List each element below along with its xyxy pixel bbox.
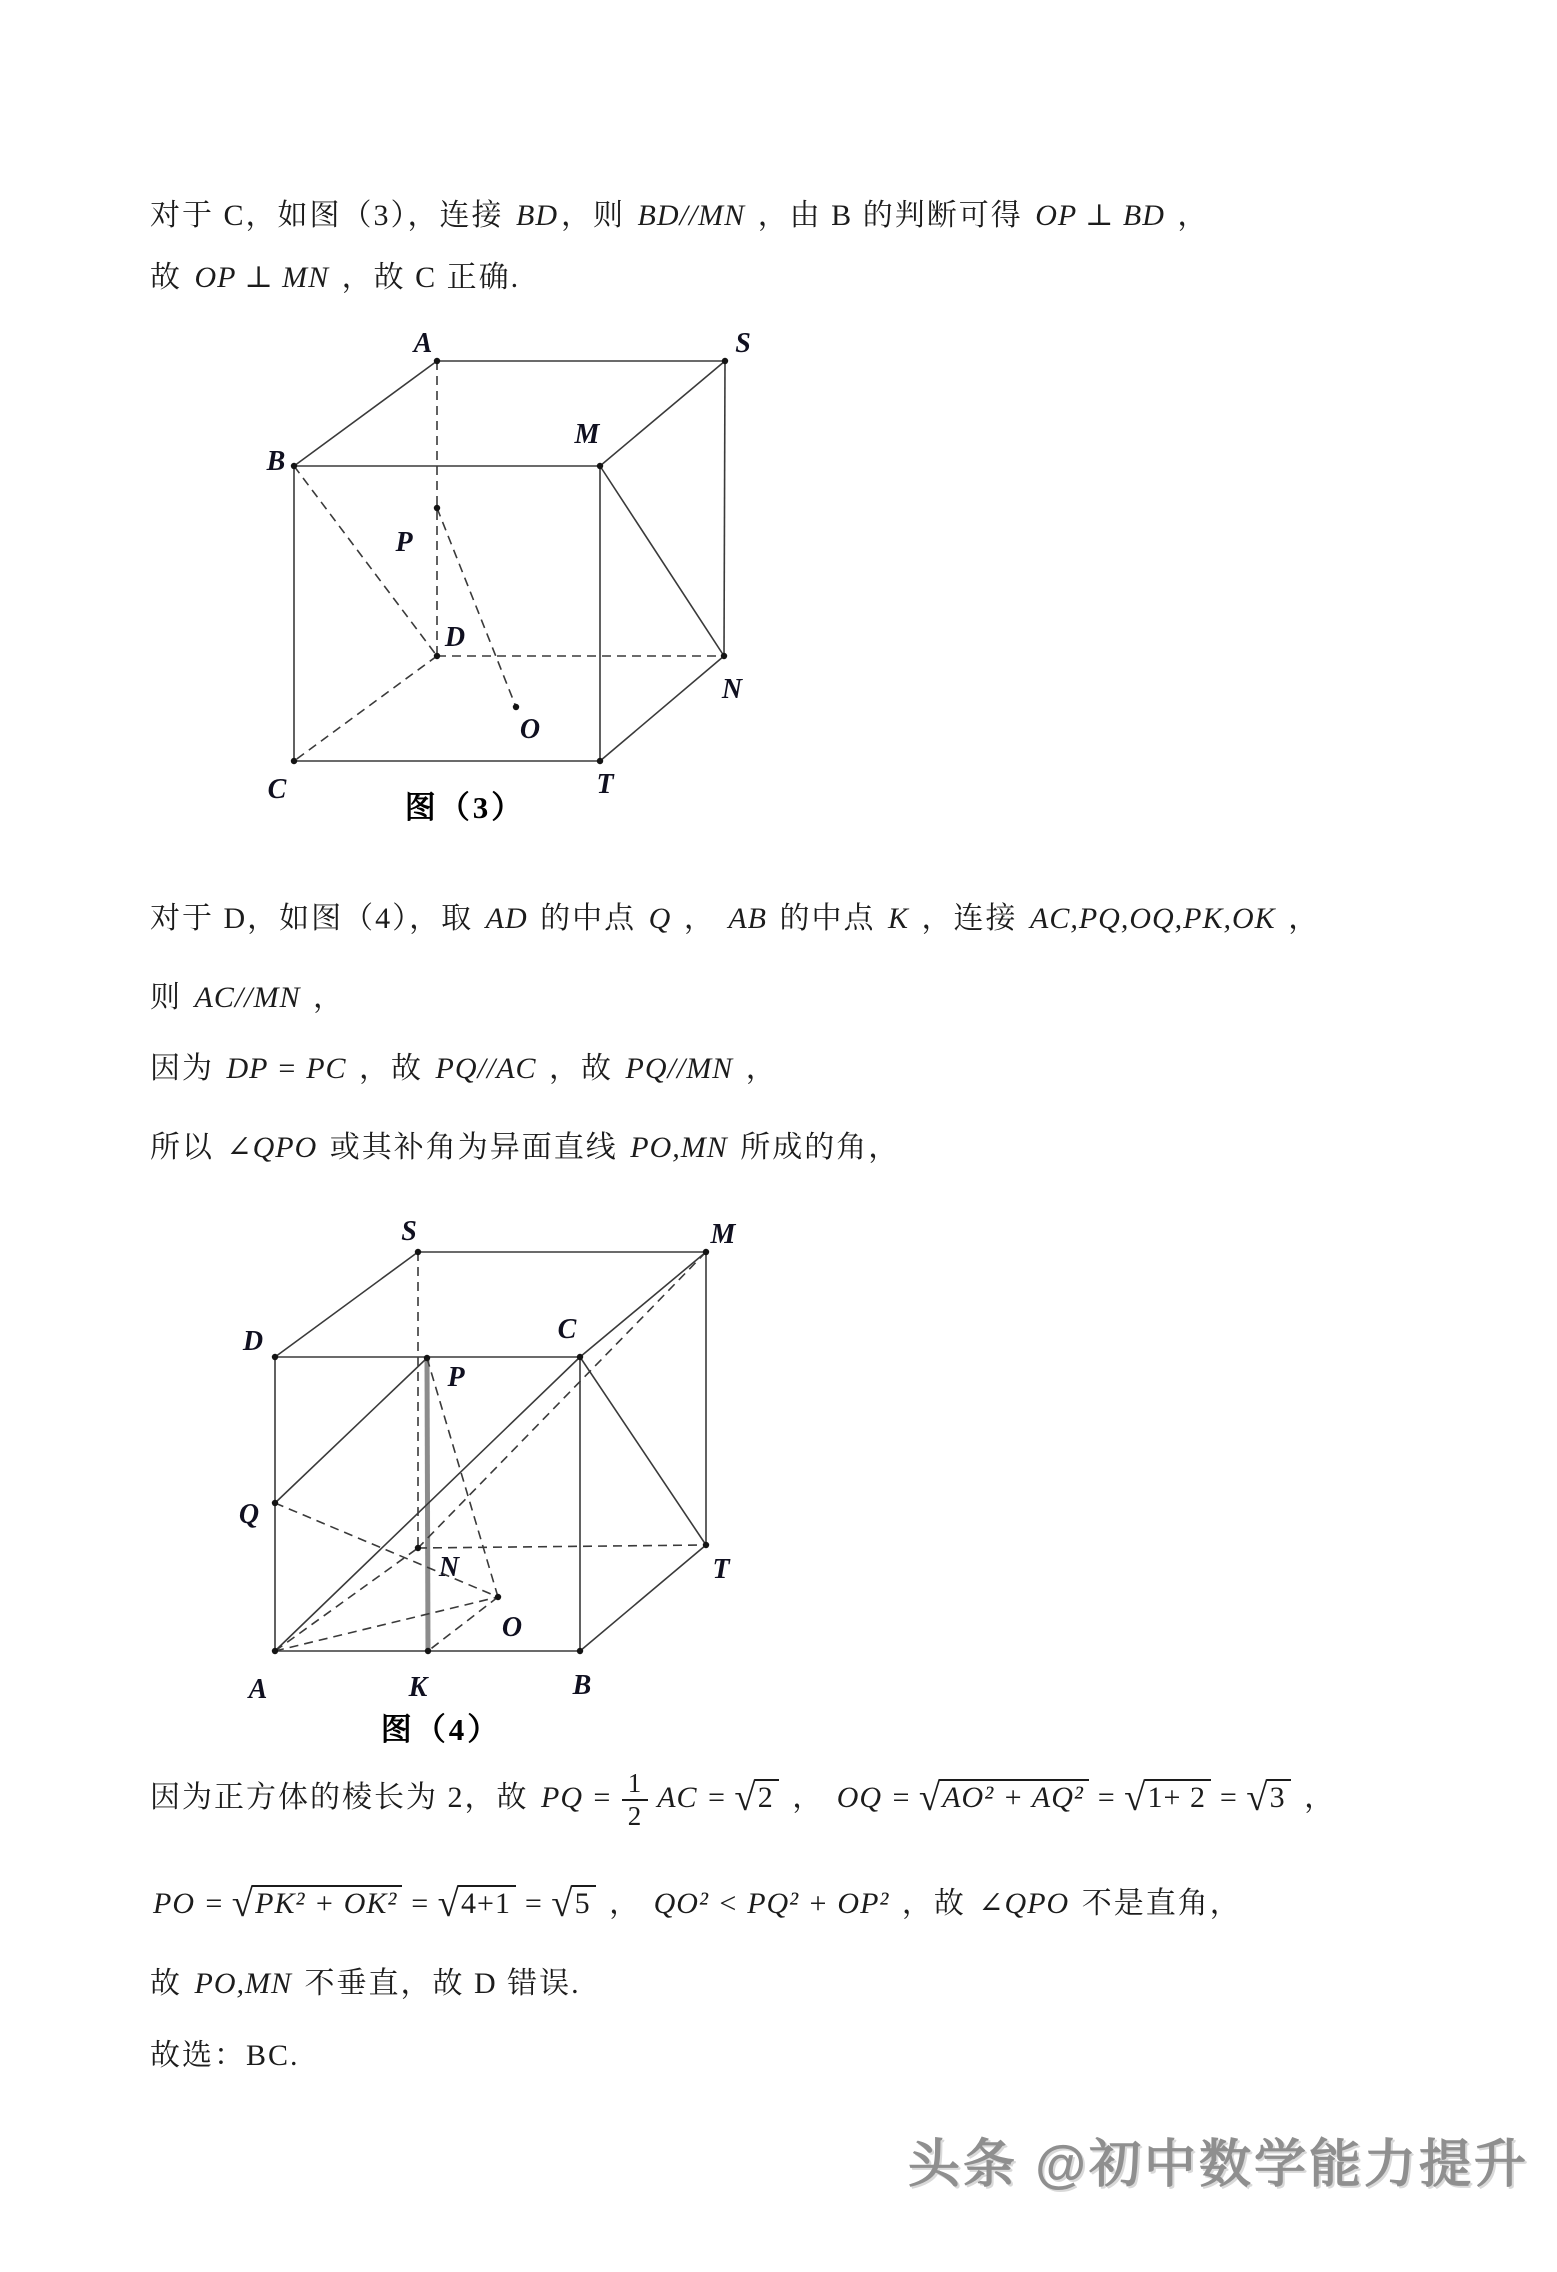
figure-4-caption: 图（4） [380,1712,502,1747]
cube-edge-BD-hidden [294,466,437,656]
vertex-label-M: M [710,1219,736,1250]
vertex-dot-C [291,758,297,764]
text-run: ，连接 [912,902,1028,935]
text-run: ，由 B 的判断可得 [748,199,1033,232]
line-3 [150,893,1320,937]
vertex-dot-A [272,1648,278,1654]
vertex-dot-B [291,463,297,469]
radical-expression: √4+1 [438,1884,516,1923]
figure-3-caption: 图（3） [404,790,526,825]
math-run: OQ = [836,1780,912,1814]
vertex-dot-D [434,653,440,659]
vertex-label-P: P [447,1362,465,1393]
text-run: ， [1294,1780,1337,1814]
vertex-label-D: D [444,622,466,653]
vertex-label-Q: Q [238,1499,260,1530]
text-run: 故 [150,1967,192,2000]
line-9 [150,1958,581,2002]
figure-4-cube-diagram [230,1200,750,1765]
cube-edge-AN-hidden [275,1548,418,1651]
math-run: OP ⊥ MN [194,261,330,294]
math-run: AC = [657,1780,728,1814]
text-run: ，故 [349,1052,433,1085]
vertex-label-T: T [596,769,614,800]
vertex-label-M: M [574,419,600,450]
vertex-label-S: S [401,1216,417,1247]
vertex-dot-M [597,463,603,469]
figure-3-svg [250,330,770,835]
vertex-dot-N [721,653,727,659]
cube-edge-MN [600,466,724,656]
vertex-dot-O [495,1594,501,1600]
cube-edge-CT [580,1357,706,1545]
text-run: ， [1167,199,1210,232]
text-run: ，则 [561,199,635,232]
math-run: PQ = [541,1780,613,1814]
cube-edge-SM [600,361,725,466]
vertex-label-K: K [408,1672,428,1703]
text-run: 所成的角， [730,1131,901,1164]
text-run: ，故 [892,1887,976,1920]
math-run: PO = [153,1887,225,1920]
radical-expression: √5 [551,1884,595,1923]
vertex-dot-D [272,1354,278,1360]
cube-edge-PO-hidden [427,1358,498,1597]
cube-edge-DS [275,1252,418,1357]
vertex-dot-P [424,1355,430,1361]
vertex-dot-C [577,1354,583,1360]
math-run: AC//MN [194,981,301,1014]
cube-edge-SN [724,361,725,656]
vertex-dot-B [577,1648,583,1654]
figure-3-cube-diagram [250,330,770,840]
text-run: 对于 C，如图（3），连接 [150,199,514,232]
vertex-dot-K [425,1648,431,1654]
cube-edge-PO-hidden [437,508,516,707]
math-run: = [409,1887,431,1920]
text-run: 不垂直，故 D 错误. [295,1967,581,2000]
vertex-label-C: C [557,1314,577,1345]
text-run: ， [736,1052,778,1085]
cube-edge-AO-hidden [275,1597,498,1651]
math-run: AD [485,902,528,935]
vertex-label-D: D [242,1326,264,1357]
vertex-label-P: P [395,527,413,558]
text-run: 对于 D，如图（4），取 [150,902,483,935]
figure-4-svg [230,1200,750,1760]
vertex-dot-O [513,704,519,710]
math-run: DP = PC [226,1052,347,1085]
text-run: 因为 [150,1052,224,1085]
vertex-label-S: S [735,330,751,359]
text-run: 的中点 [770,902,885,935]
math-run: PO,MN [194,1967,292,2000]
math-run: PQ//MN [625,1052,734,1085]
text-run: ，故 C 正确. [332,261,521,294]
text-run: 或其补角为异面直线 [320,1131,628,1164]
math-run: QO² < PQ² + OP² [653,1887,890,1920]
math-run: AB [728,902,767,935]
cube-edge-QP [275,1358,427,1503]
line-7 [150,1768,1336,1832]
math-run: K [888,902,910,935]
line-8 [150,1878,1242,1923]
vertex-dot-S [415,1249,421,1255]
vertex-label-B: B [266,446,286,477]
cube-edge-CM [580,1252,706,1357]
text-run: 故选：BC. [150,2039,300,2072]
vertex-label-O: O [501,1612,523,1643]
vertex-dot-Q [272,1500,278,1506]
radical-expression: √PK² + OK² [232,1884,403,1923]
vertex-label-B: B [572,1670,592,1701]
vertex-label-A: A [248,1674,268,1705]
text-run: 的中点 [530,902,646,935]
line-4 [150,972,345,1016]
line-5 [150,1043,778,1087]
vertex-label-T: T [712,1554,730,1585]
math-run: = [522,1887,545,1920]
vertex-label-N: N [721,674,743,705]
fraction: $\frac{1}{2}$ [622,1768,649,1832]
radical-expression: √2 [734,1778,778,1817]
text-run: ， [674,902,726,935]
radical-expression: √AO² + AQ² [919,1778,1089,1817]
cube-edge-OK-hidden [428,1597,498,1651]
line-1 [150,190,1209,234]
cube-edge-QO-hidden [275,1503,498,1597]
vertex-dot-M [703,1249,709,1255]
text-run: 故 [150,261,192,294]
vertex-dot-A [434,358,440,364]
cube-edge-MN-hidden [418,1252,706,1548]
math-run: BD//MN [637,199,746,232]
text-run: ， [1278,902,1321,935]
vertex-label-O: O [519,714,541,745]
math-run: Q [648,902,672,935]
math-run: ∠QPO [978,1887,1070,1920]
math-run: = [1217,1780,1240,1814]
math-run: PO,MN [630,1131,728,1164]
watermark-footer: 头条 @初中数学能力提升 [907,2136,1529,2194]
radical-expression: √3 [1246,1778,1290,1817]
vertex-dot-P [434,505,440,511]
vertex-dot-T [703,1542,709,1548]
radical-expression: √1+ 2 [1124,1778,1211,1817]
line-6 [150,1122,900,1166]
math-run: = [1095,1780,1118,1814]
vertex-dot-N [415,1545,421,1551]
vertex-dot-S [722,358,728,364]
vertex-label-C: C [267,774,287,805]
text-run: 不是直角， [1072,1887,1242,1920]
text-run: ， [782,1780,834,1814]
text-run: ，故 [539,1052,623,1085]
cube-edge-TN [600,656,724,761]
math-run: AC,PQ,OQ,PK,OK [1030,902,1276,935]
cube-edge-NT-hidden [418,1545,706,1548]
math-run: PQ//AC [435,1052,537,1085]
math-run: ∠QPO [226,1131,318,1164]
vertex-label-A: A [413,330,433,359]
cube-edge-BT [580,1545,706,1651]
line-2 [150,252,520,296]
math-run: OP ⊥ BD [1035,199,1165,232]
vertex-dot-T [597,758,603,764]
text-run: ， [303,981,346,1014]
text-run: 所以 [150,1131,224,1164]
cube-edge-AB [294,361,437,466]
cube-edge-DC-hidden [294,656,437,761]
text-run: ， [599,1887,651,1920]
vertex-label-N: N [438,1552,460,1583]
text-run: 则 [150,981,192,1014]
math-run: BD [516,199,559,232]
line-10 [150,2030,300,2074]
text-run: 因为正方体的棱长为 2，故 [150,1780,538,1814]
